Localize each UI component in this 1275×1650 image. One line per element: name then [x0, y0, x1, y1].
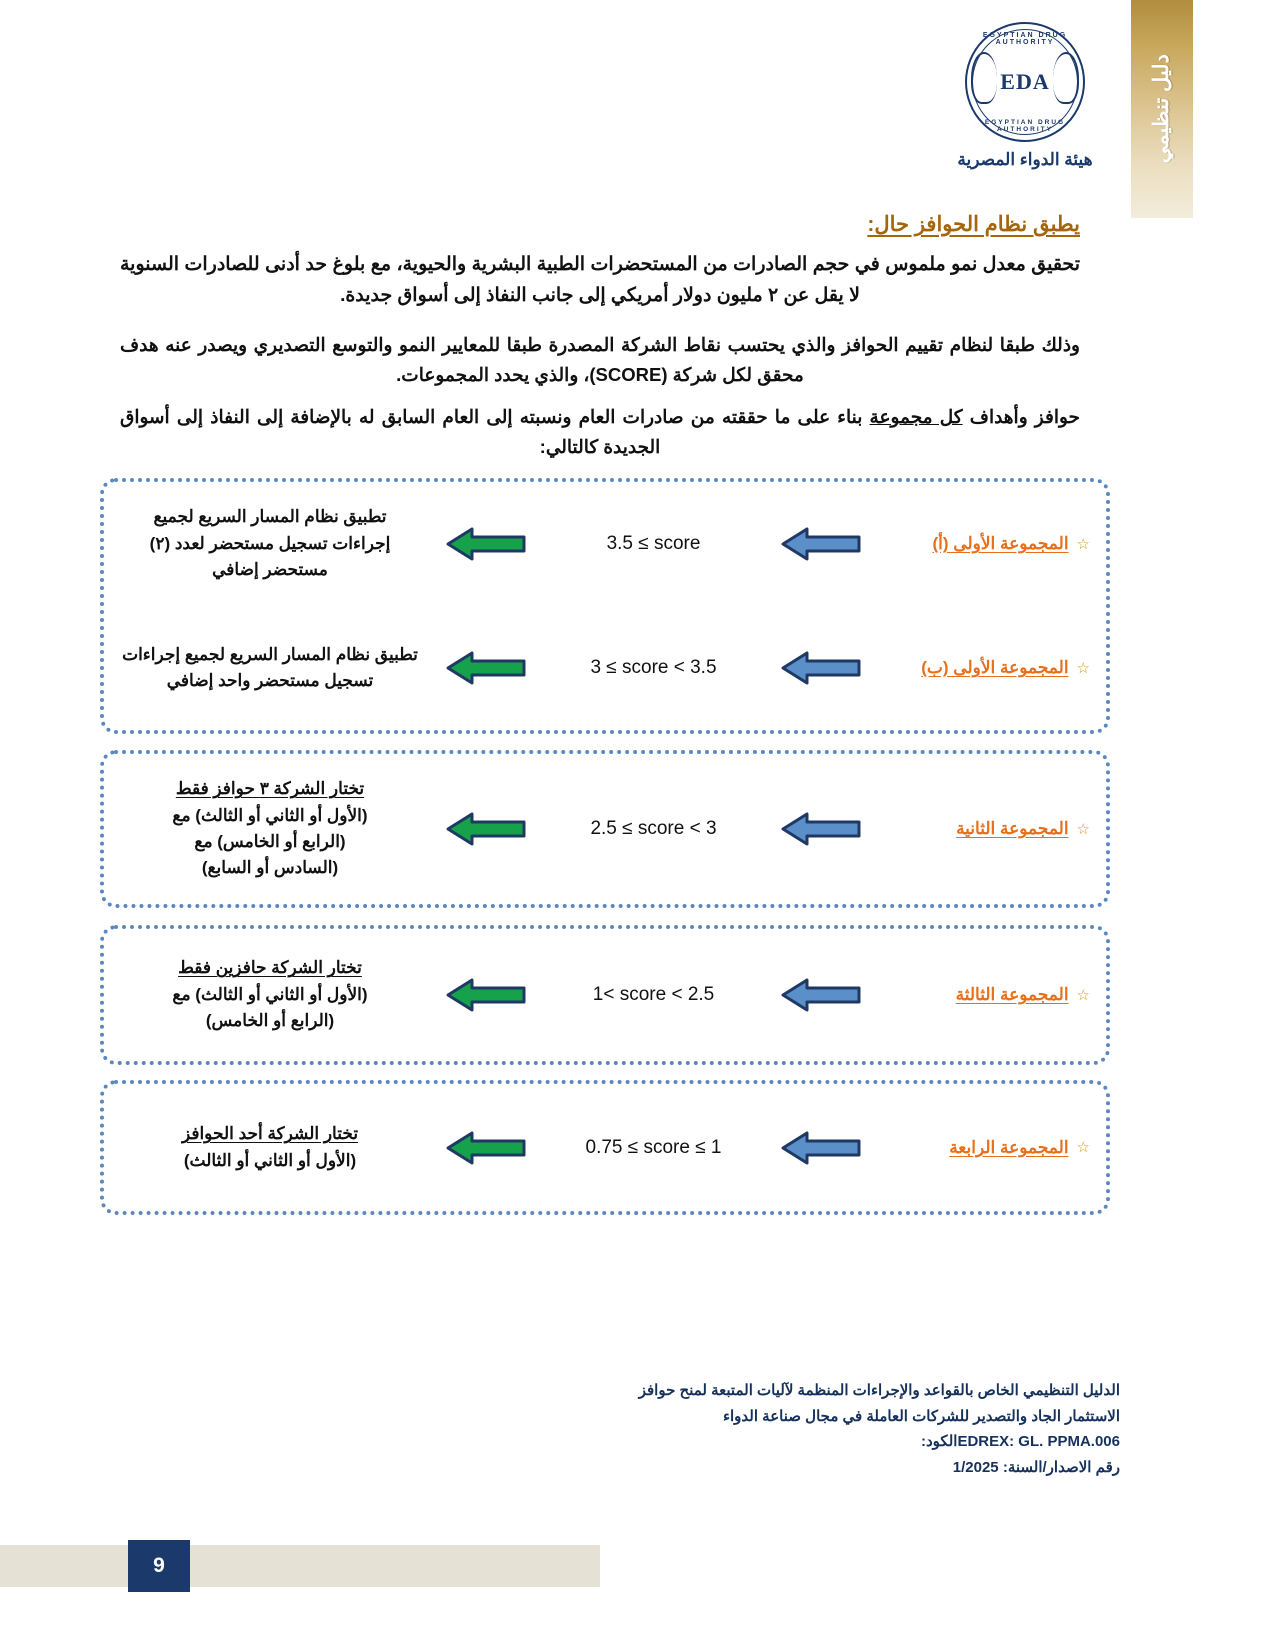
footer-version-label: رقم الاصدار/السنة:	[1002, 1458, 1120, 1476]
page-heading	[120, 212, 1080, 237]
page-heading-text: يطبق نظام الحوافز حال:	[867, 213, 1080, 236]
footer-line-2: الاستثمار الجاد والتصدير للشركات العاملة في مجال صناعة الدواء	[722, 1407, 1120, 1425]
footer-version-value: 1/2025	[952, 1458, 999, 1476]
group-name-3: المجموعة الثالثة	[955, 985, 1069, 1004]
desc-line: تطبيق نظام المسار السريع لجميع إجراءات	[122, 644, 418, 664]
arrow-left-green-icon	[446, 651, 526, 685]
group-name-4: المجموعة الرابعة	[949, 1137, 1069, 1157]
group-label-cell-1a	[881, 534, 1096, 554]
desc-line-underline-text: تختار الشركة حافزين فقط	[178, 958, 362, 978]
p3-part-b: بناء على ما حققته من صادرات العام ونسبته إلى العام السابق له بالإضافة إلى النفاذ إلى أسواق الجديدة كالتالي:	[120, 406, 870, 457]
eda-logo	[945, 22, 1105, 197]
footer-code-line	[560, 1429, 1120, 1455]
arrow-blue-1a	[761, 527, 881, 561]
arrow-left-green-icon	[446, 978, 526, 1012]
paragraph-conditions: تحقيق معدل نمو ملموس في حجم الصادرات من المستحضرات الطبية البشرية والحيوية، مع بلوغ حد أدنى للصادرات السنوية لا يقل عن ٢ مليون دولار أمريكي إلى جانب النفاذ إلى أسواق جديدة.	[120, 254, 1080, 306]
desc-line: (الرابع أو الخامس) مع	[194, 832, 346, 851]
score-range-2: 2.5 ≤ score < 3	[590, 818, 717, 839]
p3-underlined: كل مجموعة	[869, 406, 963, 427]
group-name-1b: المجموعة الأولى (ب)	[921, 658, 1069, 677]
arrow-blue-2	[761, 812, 881, 846]
group-row-2	[104, 754, 1106, 904]
score-range-3: 1< score < 2.5	[592, 984, 715, 1005]
logo-mark-text: EDA	[1000, 69, 1050, 94]
star-icon: ☆	[1076, 659, 1090, 677]
page-number-badge: 9	[128, 1540, 190, 1592]
group-name-2: المجموعة الثانية	[956, 819, 1069, 838]
group-row-1a	[104, 482, 1106, 606]
star-icon: ☆	[1076, 820, 1090, 838]
star-icon: ☆	[1076, 535, 1090, 553]
group-name-1a: المجموعة الأولى (أ)	[932, 534, 1069, 553]
desc-line: إجراءات تسجيل مستحضر لعدد (٢)	[149, 533, 391, 553]
incentive-description-1a	[114, 504, 426, 583]
arrow-left-blue-icon	[781, 978, 861, 1012]
arrow-green-2	[426, 812, 546, 846]
arrow-green-1b	[426, 651, 546, 685]
desc-line-underlined	[122, 1121, 418, 1147]
incentive-description-1b	[114, 642, 426, 695]
p3-part-a: حوافز وأهداف	[962, 406, 1080, 427]
arrow-blue-1b	[761, 651, 881, 685]
group-box-second	[100, 750, 1110, 908]
desc-line: (الرابع أو الخامس)	[205, 1011, 335, 1031]
side-tab-regulatory-guide	[1131, 0, 1193, 218]
desc-line: تسجيل مستحضر واحد إضافي	[166, 671, 374, 690]
footer-decorative-bar	[0, 1545, 600, 1587]
desc-line-underlined	[122, 955, 418, 981]
group-box-first	[100, 478, 1110, 734]
star-icon: ☆	[1076, 986, 1090, 1004]
score-range-1a: 3.5 ≤ score	[606, 533, 701, 554]
footer-line-1: الدليل التنظيمي الخاص بالقواعد والإجراءات المنظمة لآليات المتبعة لمنح حوافز	[638, 1382, 1120, 1399]
desc-line-underline-text: تختار الشركة أحد الحوافز	[181, 1124, 359, 1144]
paragraph-scoring-system: وذلك طبقا لنظام تقييم الحوافز والذي يحتسب نقاط الشركة المصدرة طبقا للمعايير النمو والتوسع التصديري ويصدر عنه هدف محقق لكل شركة (SCORE)، والذي يحدد المجموعات.	[120, 334, 1080, 385]
footer-version-line	[560, 1455, 1120, 1481]
arrow-green-3	[426, 978, 546, 1012]
desc-line-underline-text: تختار الشركة ٣ حوافز فقط	[175, 779, 365, 799]
document-footer	[560, 1378, 1120, 1480]
group-label-cell-2	[881, 819, 1096, 839]
arrow-left-blue-icon	[781, 1131, 861, 1165]
group-label-cell-3	[881, 985, 1096, 1005]
logo-arabic-name: هيئة الدواء المصرية	[957, 150, 1093, 169]
group-box-third	[100, 925, 1110, 1065]
footer-code-label: الكود:	[921, 1433, 958, 1450]
arrow-blue-3	[761, 978, 881, 1012]
logo-arc-bottom-text: EGYPTIAN DRUG AUTHORITY	[984, 119, 1066, 133]
desc-line: مستحضر إضافي	[212, 560, 328, 580]
group-row-1b	[104, 606, 1106, 730]
group-box-fourth	[100, 1080, 1110, 1215]
desc-line: (الأول أو الثاني أو الثالث) مع	[172, 805, 368, 825]
arrow-left-blue-icon	[781, 527, 861, 561]
score-range-1b: 3 ≤ score < 3.5	[590, 657, 717, 678]
arrow-left-blue-icon	[781, 812, 861, 846]
group-label-cell-4	[881, 1138, 1096, 1158]
desc-line: (الأول أو الثاني أو الثالث) مع	[172, 984, 368, 1004]
logo-arc-top-text: EGYPTIAN DRUG AUTHORITY	[982, 32, 1068, 46]
arrow-green-1a	[426, 527, 546, 561]
group-row-4	[104, 1084, 1106, 1211]
arrow-left-green-icon	[446, 527, 526, 561]
footer-code-value: EDREX: GL. PPMA.006	[957, 1433, 1120, 1450]
page-left-margin	[0, 0, 14, 1650]
desc-line: (الأول أو الثاني أو الثالث)	[183, 1150, 357, 1170]
desc-line-underlined	[122, 776, 418, 802]
side-tab-label: دليل تنظيمي	[1150, 54, 1173, 164]
arrow-blue-4	[761, 1131, 881, 1165]
paragraph-group-targets	[120, 402, 1080, 462]
arrow-green-4	[426, 1131, 546, 1165]
arrow-left-green-icon	[446, 812, 526, 846]
score-range-4: 0.75 ≤ score ≤ 1	[585, 1136, 722, 1158]
group-label-cell-1b	[881, 658, 1096, 678]
eda-seal-icon	[965, 22, 1085, 142]
desc-line: تطبيق نظام المسار السريع لجميع	[153, 507, 387, 527]
incentive-description-2	[114, 776, 426, 881]
arrow-left-green-icon	[446, 1131, 526, 1165]
star-icon: ☆	[1076, 1139, 1090, 1156]
incentive-description-4	[114, 1121, 426, 1174]
group-row-3	[104, 929, 1106, 1061]
arrow-left-blue-icon	[781, 651, 861, 685]
incentive-description-3	[114, 955, 426, 1034]
desc-line: (السادس أو السابع)	[201, 858, 339, 878]
